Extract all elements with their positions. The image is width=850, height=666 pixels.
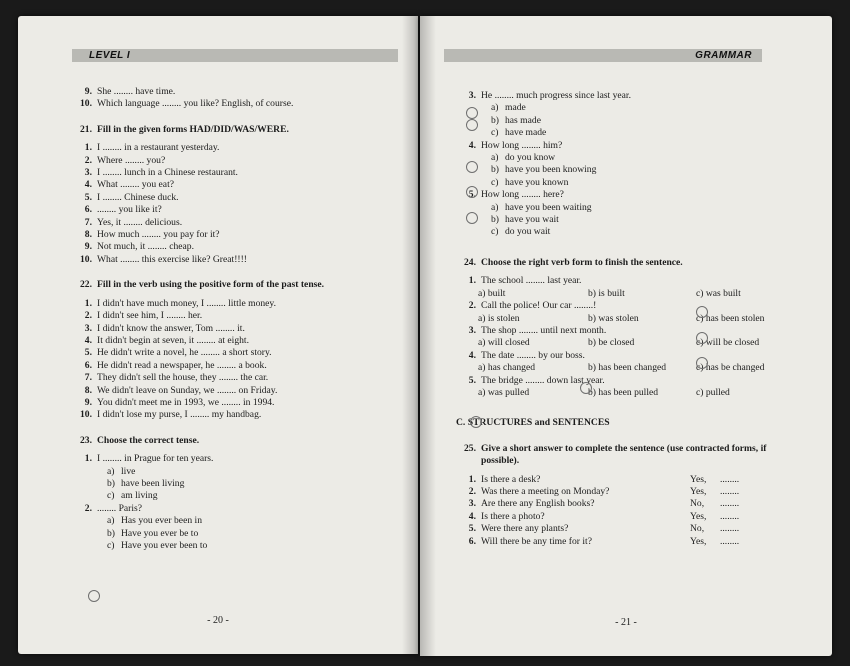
option: b) have been living [107, 477, 185, 489]
option: a) live [107, 465, 136, 477]
list-item: 4. Is there a photo? Yes, ........ [468, 510, 740, 522]
list-item: 5. Were there any plants? No, ........ [468, 523, 740, 535]
right-page [420, 16, 832, 656]
list-item: 1. Is there a desk? Yes, ........ [468, 473, 740, 485]
page-gutter-shadow [402, 16, 418, 654]
list-item: 4. The date ........ by our boss. [468, 349, 585, 361]
list-item: 9. Not much, it ........ cheap. [84, 241, 194, 253]
right-running-header: GRAMMAR [444, 49, 762, 62]
list-item: 3. I ........ lunch in a Chinese restaurant. [84, 167, 238, 179]
list-item: 1. I didn't have much money, I ........ little money. [84, 297, 276, 309]
exercise-23-title: 23. Choose the correct tense. [80, 434, 200, 446]
pencil-circle-mark [470, 416, 482, 428]
pencil-circle-mark [696, 306, 708, 318]
list-item: 4. What ........ you eat? [84, 179, 174, 191]
exercise-25-title: 25. Give a short answer to complete the sentence (use contracted forms, if possible). [464, 442, 767, 467]
pencil-circle-mark [466, 212, 478, 224]
section-c-heading: C. STRUCTURES and SENTENCES [456, 417, 610, 429]
list-item: 3. Are there any English books? No, ........ [468, 498, 740, 510]
exercise-21-list [72, 142, 402, 266]
pencil-circle-mark [696, 332, 708, 344]
list-item: 2. I didn't see him, I ........ her. [84, 310, 203, 322]
list-item: 2. ........ Paris? [84, 502, 143, 514]
list-item: 2. Call the police! Our car ........! [468, 300, 597, 312]
option: c) am living [107, 490, 158, 502]
list-item: 4. It didn't begin at seven, it ........ at eight. [84, 334, 250, 346]
list-item: 7. Yes, it ........ delicious. [84, 216, 183, 228]
exercise-25-list [456, 474, 796, 548]
pencil-circle-mark [466, 161, 478, 173]
exercise-24-list [456, 275, 796, 399]
option: b) have you been knowing [491, 164, 597, 176]
page-number: - 20 - [207, 615, 229, 626]
list-item: 1. I ........ in a restaurant yesterday. [84, 142, 220, 154]
option: b) have you wait [491, 214, 559, 226]
option: a) do you know [491, 152, 556, 164]
list-item: 8. How much ........ you pay for it? [84, 229, 220, 241]
list-item: 10. I didn't lose my purse, I ........ my handbag. [80, 409, 262, 421]
pencil-circle-mark [88, 590, 100, 602]
exercise-23-list [72, 453, 402, 552]
option: a) have you been waiting [491, 201, 592, 213]
list-item: 6. He didn't read a newspaper, he ........ a book. [84, 359, 267, 371]
list-item: 1. The school ........ last year. [468, 275, 582, 287]
option-row: a) has changed b) has been changed c) has be changed [478, 362, 765, 374]
list-item: 3. I didn't know the answer, Tom ........ it. [84, 322, 245, 334]
list-item: 5. I ........ Chinese duck. [84, 191, 179, 203]
list-item: 2. Was there a meeting on Monday? Yes, ........ [468, 485, 740, 497]
list-item: 8. We didn't leave on Sunday, we ........ on Friday. [84, 384, 278, 396]
exercise-22-list [72, 298, 402, 422]
exercise-21-title: 21. Fill in the given forms HAD/DID/WAS/WERE. [80, 123, 289, 135]
option-row: a) built b) is built c) was built [478, 287, 741, 299]
list-item: 10. What ........ this exercise like? Great!!!! [80, 253, 247, 265]
option: c) do you wait [491, 226, 551, 238]
option: c) have made [491, 127, 547, 139]
left-running-header: LEVEL I [72, 49, 398, 62]
list-item: 9. She ........ have time. [84, 86, 176, 97]
option: a) made [491, 102, 526, 114]
option-row: a) was pulled b) has been pulled c) pulled [478, 386, 730, 398]
list-item: 3. The shop ........ until next month. [468, 324, 607, 336]
list-item: 10. Which language ........ you like? English, of course. [80, 98, 294, 110]
option: b) Have you ever be to [107, 527, 199, 539]
list-item: 5. He didn't write a novel, he ........ a short story. [84, 347, 272, 359]
left-content [72, 86, 402, 552]
list-item: 3. He ........ much progress since last year. [468, 90, 631, 101]
exercise-23-continued [456, 90, 796, 239]
option-row: a) is stolen b) was stolen c) has been stolen [478, 312, 765, 324]
list-item: 6. ........ you like it? [84, 204, 162, 216]
list-item: 9. You didn't meet me in 1993, we ........ in 1994. [84, 396, 275, 408]
page-gutter-shadow [420, 16, 436, 656]
exercise-22-title: 22. Fill in the verb using the positive form of the past tense. [80, 279, 325, 291]
list-item: 6. Will there be any time for it? Yes, ........ [468, 535, 740, 547]
pencil-circle-mark [696, 357, 708, 369]
list-item: 7. They didn't sell the house, they ........ the car. [84, 372, 269, 384]
page-number: - 21 - [615, 617, 637, 628]
option-row: a) will closed b) be closed c) will be closed [478, 337, 760, 349]
option: a) Has you ever been in [107, 515, 202, 527]
right-content [456, 90, 796, 548]
option: c) have you known [491, 176, 569, 188]
exercise-24-title: 24. Choose the right verb form to finish the sentence. [464, 256, 683, 268]
option: b) has made [491, 114, 541, 126]
pencil-circle-mark [466, 119, 478, 131]
list-item: 4. How long ........ him? [468, 139, 563, 151]
pencil-circle-mark [466, 186, 478, 198]
left-page [18, 16, 418, 654]
list-item: 2. Where ........ you? [84, 154, 166, 166]
option: c) Have you ever been to [107, 540, 208, 551]
list-item: 5. The bridge ........ down last year. [468, 374, 605, 386]
pencil-circle-mark [466, 107, 478, 119]
list-item: 5. How long ........ here? [468, 189, 564, 201]
pencil-circle-mark [580, 382, 592, 394]
list-item: 1. I ........ in Prague for ten years. [84, 453, 214, 465]
